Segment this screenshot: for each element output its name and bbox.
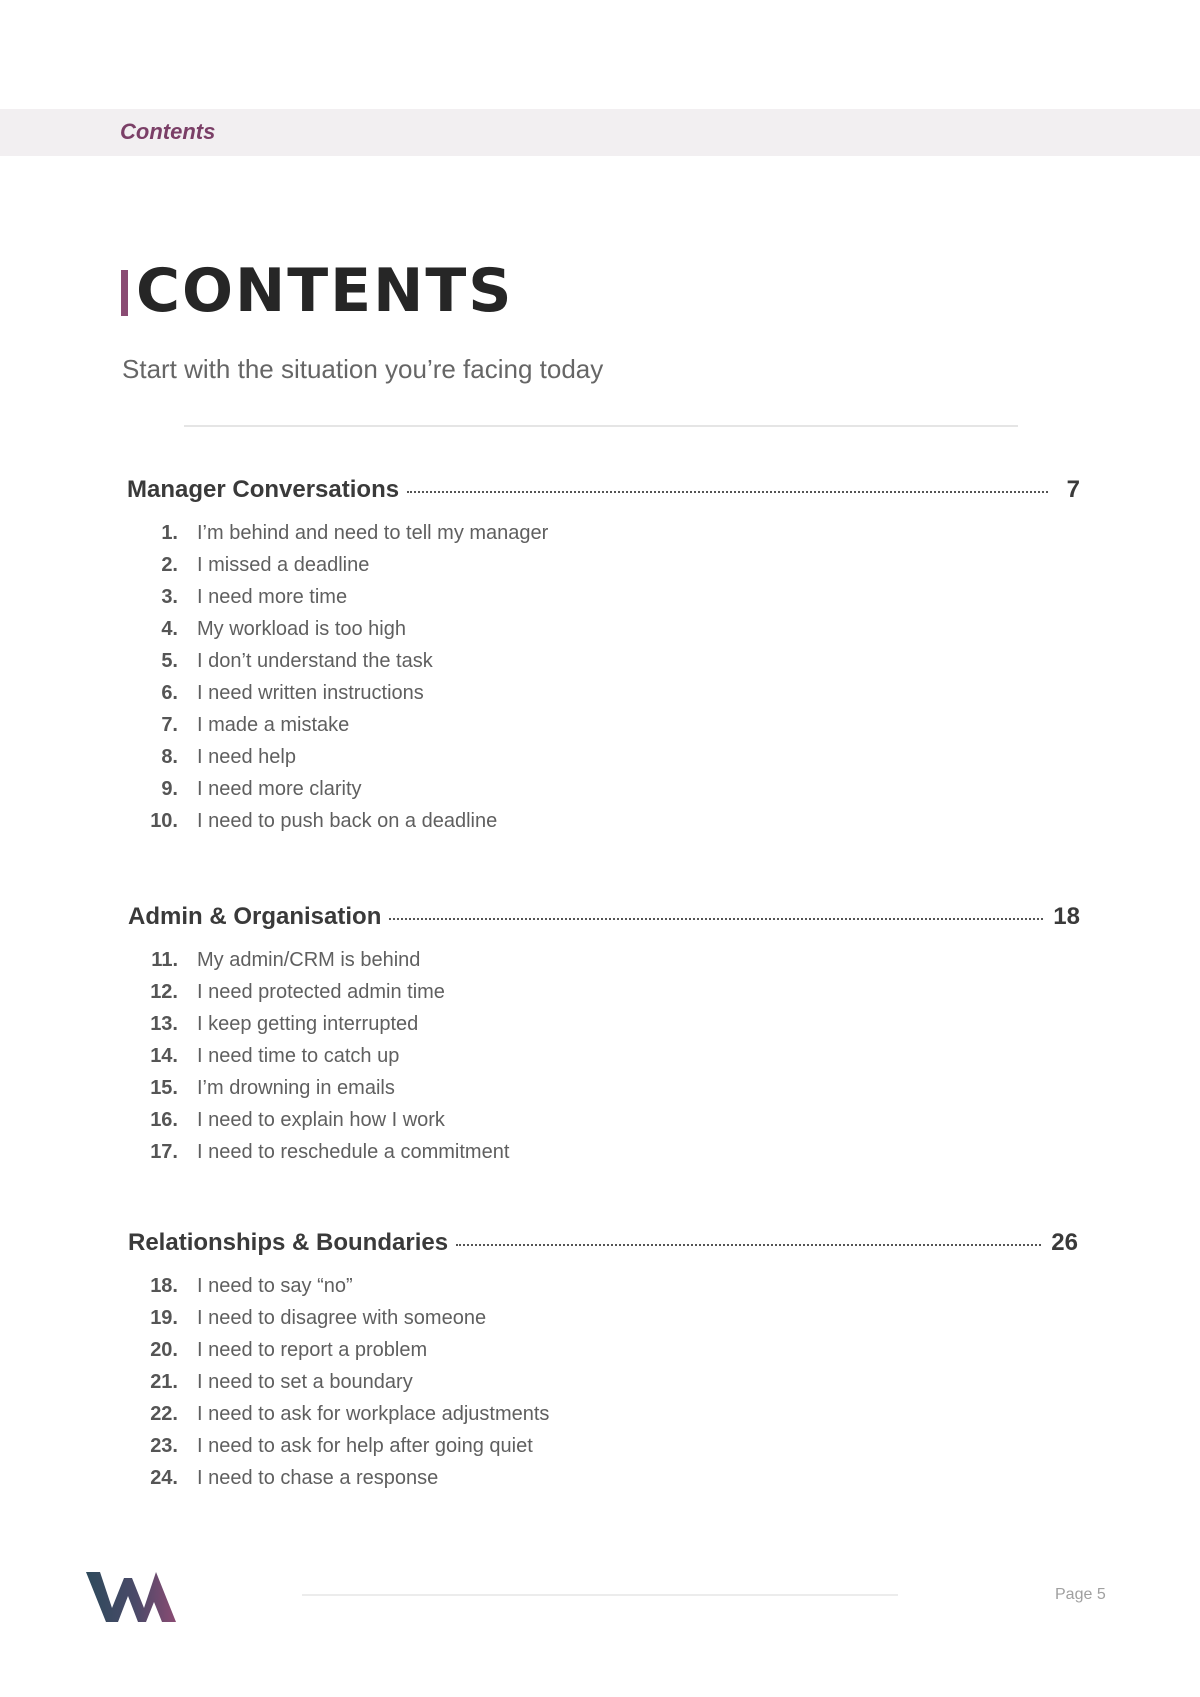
item-number: 7.: [161, 714, 178, 736]
item-text: I need to ask for help after going quiet: [197, 1435, 533, 1457]
item-text: I need more time: [197, 586, 348, 608]
item-text: My workload is too high: [197, 618, 406, 640]
item-number: 22.: [150, 1403, 178, 1425]
item-text: I need to ask for workplace adjustments: [197, 1403, 550, 1425]
title-accent-bar: [121, 270, 128, 316]
item-number: 9.: [161, 778, 178, 800]
section-page-number: 18: [1053, 903, 1080, 930]
section-name: Relationships & Boundaries: [128, 1229, 449, 1256]
item-text: I need to set a boundary: [197, 1371, 413, 1393]
item-text: I need to say “no”: [197, 1275, 353, 1297]
header-title: Contents: [120, 119, 216, 144]
item-number: 5.: [161, 650, 178, 672]
item-text: I made a mistake: [197, 714, 350, 736]
item-text: I missed a deadline: [197, 554, 370, 576]
item-text: I need protected admin time: [197, 981, 445, 1003]
page-number: Page 5: [1055, 1586, 1106, 1603]
item-number: 24.: [150, 1467, 178, 1489]
item-text: I need help: [197, 746, 296, 768]
divider: [184, 425, 1018, 427]
item-text: I’m behind and need to tell my manager: [197, 522, 549, 544]
item-text: I need to chase a response: [197, 1467, 439, 1489]
item-text: I need to report a problem: [197, 1339, 428, 1361]
toc-section-heading[interactable]: [128, 903, 1080, 935]
footer-divider: [302, 1594, 898, 1596]
item-text: I need time to catch up: [197, 1045, 400, 1067]
item-number: 19.: [150, 1307, 178, 1329]
dot-leader: [456, 1244, 1041, 1246]
page-subtitle: Start with the situation you’re facing today: [122, 354, 604, 384]
item-text: My admin/CRM is behind: [197, 949, 421, 971]
item-text: I keep getting interrupted: [197, 1013, 419, 1035]
toc-section-heading[interactable]: [128, 1229, 1078, 1261]
item-number: 18.: [150, 1275, 178, 1297]
page-title: [121, 256, 514, 326]
item-number: 1.: [161, 522, 178, 544]
item-number: 10.: [150, 810, 178, 832]
item-number: 20.: [150, 1339, 178, 1361]
item-number: 2.: [161, 554, 178, 576]
dot-leader: [389, 918, 1043, 920]
section-name: Manager Conversations: [127, 476, 400, 503]
item-number: 6.: [161, 682, 178, 704]
item-number: 12.: [150, 981, 178, 1003]
item-number: 17.: [150, 1141, 178, 1163]
section-name: Admin & Organisation: [128, 903, 382, 930]
item-text: I’m drowning in emails: [197, 1077, 395, 1099]
item-text: I don’t understand the task: [197, 650, 433, 672]
dot-leader: [407, 491, 1048, 493]
item-number: 4.: [161, 618, 178, 640]
item-number: 23.: [150, 1435, 178, 1457]
item-number: 11.: [151, 949, 178, 971]
item-number: 13.: [150, 1013, 178, 1035]
item-number: 14.: [150, 1045, 178, 1067]
item-number: 21.: [150, 1371, 178, 1393]
section-page-number: 7: [1066, 476, 1080, 503]
item-number: 8.: [161, 746, 178, 768]
header-band: [0, 109, 1200, 156]
item-text: I need to reschedule a commitment: [197, 1141, 510, 1163]
page-title-text: CONTENTS: [136, 256, 514, 326]
toc-section-heading[interactable]: [127, 476, 1080, 508]
item-text: I need to disagree with someone: [197, 1307, 487, 1329]
wm-logo-icon: [84, 1568, 178, 1624]
item-text: I need to explain how I work: [197, 1109, 445, 1131]
item-number: 16.: [150, 1109, 178, 1131]
item-text: I need to push back on a deadline: [197, 810, 498, 832]
item-number: 3.: [161, 586, 178, 608]
section-page-number: 26: [1051, 1229, 1078, 1256]
item-number: 15.: [150, 1077, 178, 1099]
item-text: I need written instructions: [197, 682, 424, 704]
item-text: I need more clarity: [197, 778, 362, 800]
